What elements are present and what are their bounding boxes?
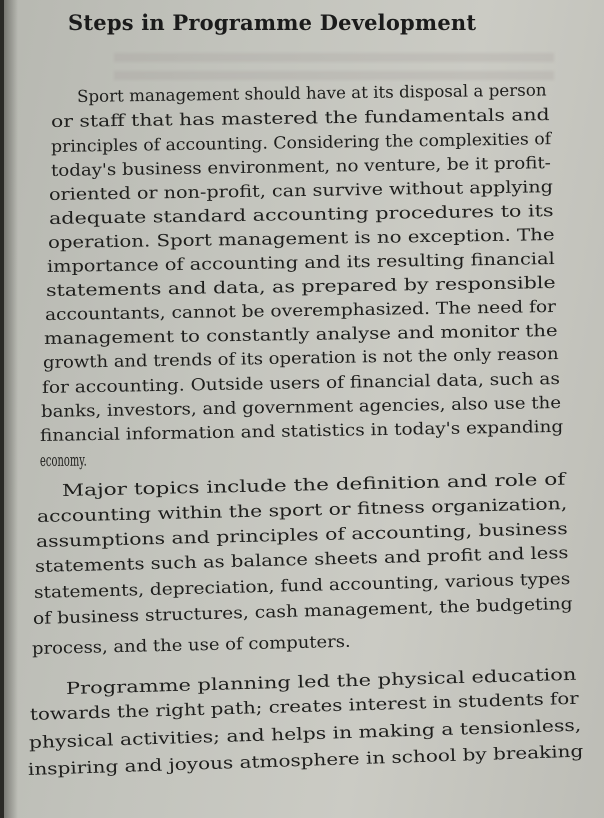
text-line: oriented or non-profit, can survive without applying bbox=[48, 177, 554, 204]
text-line: statements, depreciation, fund accounting, various types bbox=[33, 568, 571, 602]
text-line: Major topics include the definition and role of bbox=[61, 469, 566, 500]
text-line: statements and data, as prepared by responsible bbox=[45, 272, 556, 300]
text-line: operation. Sport management is no exception. The bbox=[47, 225, 555, 252]
text-line: process, and the use of computers. bbox=[31, 631, 351, 658]
text-line: financial information and statistics in today's expanding bbox=[39, 416, 564, 445]
body-text bbox=[4, 0, 604, 818]
text-line: for accounting. Outside users of financial data, such as bbox=[41, 368, 561, 397]
text-line: accounting within the sport or fitness organization, bbox=[36, 494, 568, 526]
section-heading: Steps in Programme Development bbox=[68, 10, 477, 35]
text-line: management to constantly analyse and monitor the bbox=[43, 320, 558, 348]
text-line: Sport management should have at its disposal a person bbox=[76, 80, 547, 106]
text-line: physical activities; and helps in making a tensionless, bbox=[28, 715, 582, 752]
text-line: towards the right path; creates interest in students for bbox=[29, 688, 579, 724]
text-line: inspiring and joyous atmosphere in school by breaking bbox=[27, 741, 584, 779]
text-line: importance of accounting and its resulting financial bbox=[46, 249, 555, 276]
book-page bbox=[4, 0, 604, 818]
text-line: assumptions and principles of accounting, business bbox=[35, 519, 568, 551]
text-line: growth and trends of its operation is not the only reason bbox=[42, 344, 559, 372]
text-line: of business structures, cash management, the budgeting bbox=[32, 593, 573, 628]
text-line: adequate standard accounting procedures to its bbox=[48, 201, 554, 228]
text-line: accountants, cannot be overemphasized. The need for bbox=[44, 296, 557, 324]
text-line: economy. bbox=[39, 450, 87, 470]
text-line: Programme planning led the physical education bbox=[65, 664, 577, 698]
text-line: principles of accounting. Considering the complexities of bbox=[50, 129, 552, 156]
text-line: today's business environment, no venture, be it profit- bbox=[50, 153, 551, 180]
text-line: banks, investors, and government agencies, also use the bbox=[40, 392, 562, 421]
text-line: statements such as balance sheets and profit and less bbox=[34, 543, 569, 576]
text-line: or staff that has mastered the fundamentals and bbox=[50, 105, 550, 131]
